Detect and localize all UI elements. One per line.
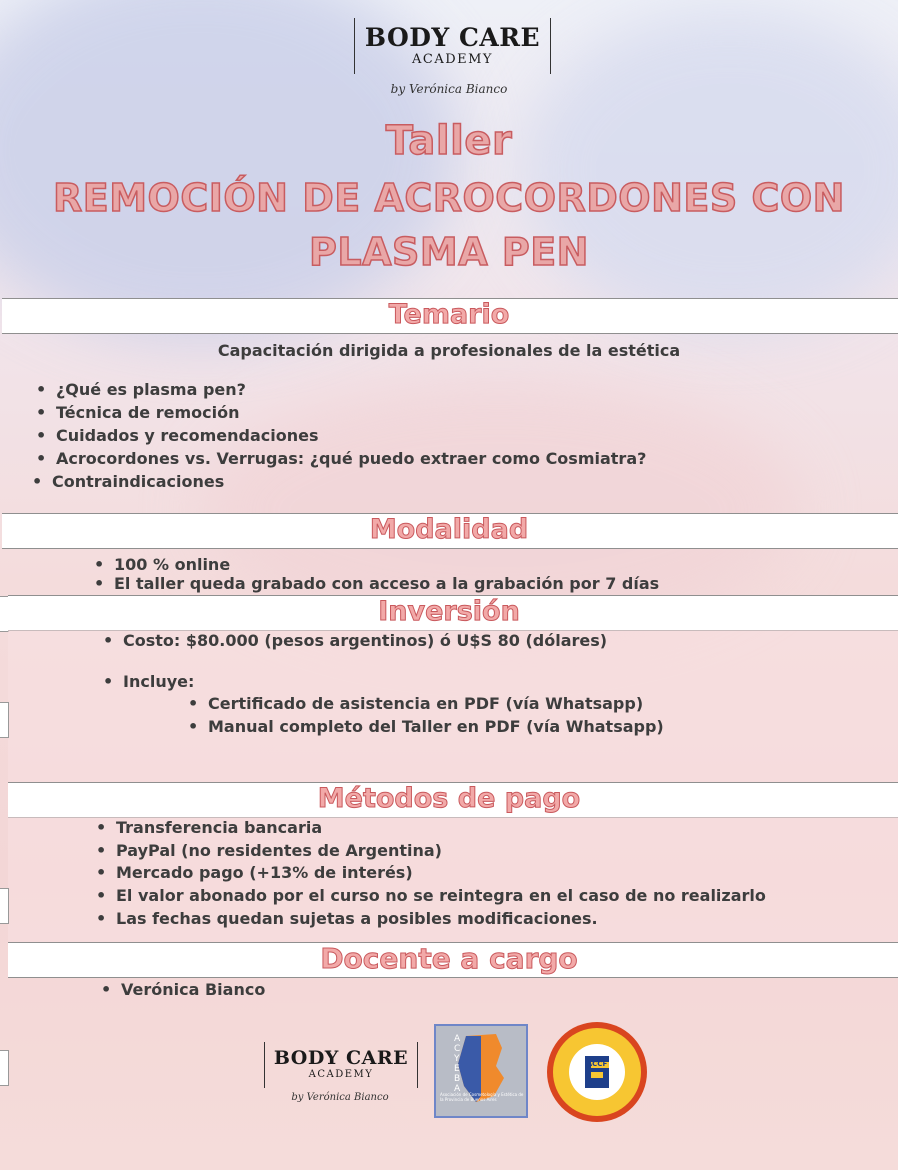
list-item: • Cuidados y recomendaciones — [56, 426, 646, 449]
list-item: • ¿Qué es plasma pen? — [56, 380, 646, 403]
acyeba-map-icon — [436, 1026, 526, 1116]
inversion-list — [123, 631, 607, 694]
acyeba-letters: ACYEBA — [454, 1034, 461, 1094]
argentine-federation-seal-icon — [545, 1020, 649, 1124]
list-item: • Incluye: — [123, 672, 607, 694]
temario-intro: Capacitación dirigida a profesionales de la estética — [217, 341, 681, 360]
heading-inversion: Inversión — [378, 596, 520, 627]
acyeba-logo-icon — [434, 1024, 528, 1118]
list-item: • El valor abonado por el curso no se reintegra en el caso de no realizarlo — [116, 886, 766, 909]
background-glove-shape-2 — [520, 10, 898, 330]
heading-docente: Docente a cargo — [320, 942, 578, 975]
title-taller: Taller — [385, 118, 513, 164]
side-marker — [0, 888, 9, 924]
modalidad-list — [114, 555, 659, 593]
list-item: • 100 % online — [114, 555, 659, 574]
seal-letters: ACCF — [586, 1060, 608, 1068]
docente-list — [121, 980, 265, 1002]
footer-logo-signature: by Verónica Bianco — [291, 1092, 389, 1103]
list-item: • Acrocordones vs. Verrugas: ¿qué puedo extraer como Cosmiatra? — [56, 449, 646, 472]
heading-modalidad: Modalidad — [369, 514, 529, 545]
header-logo-title: BODY CARE — [364, 23, 541, 52]
list-item: • Transferencia bancaria — [116, 818, 766, 841]
footer-logo-subtitle: ACADEMY — [308, 1069, 374, 1080]
metodos-list — [116, 818, 766, 932]
header-logo-signature: by Verónica Bianco — [390, 82, 508, 96]
list-item: • Contraindicaciones — [52, 472, 646, 495]
header-logo — [354, 18, 551, 74]
heading-temario: Temario — [388, 299, 510, 330]
acyeba-caption: Asociación de Cosmetología y Estética de la Provincia de Buenos Aires — [440, 1092, 524, 1102]
heading-metodos: Métodos de pago — [317, 783, 581, 814]
list-item: • PayPal (no residentes de Argentina) — [116, 841, 766, 863]
inversion-sub-list — [208, 694, 664, 740]
side-marker — [0, 1050, 9, 1086]
header-logo-subtitle: ACADEMY — [411, 52, 494, 67]
title-line-2: REMOCIÓN DE ACROCORDONES CON — [53, 176, 845, 220]
footer-logo-title: BODY CARE — [273, 1047, 409, 1069]
temario-list — [52, 380, 647, 495]
footer-logo — [264, 1042, 418, 1088]
list-item: • Manual completo del Taller en PDF (vía Whatsapp) — [208, 717, 664, 740]
side-marker — [0, 702, 9, 738]
list-item: • Certificado de asistencia en PDF (vía Whatsapp) — [208, 694, 664, 717]
list-item: • Las fechas quedan sujetas a posibles modificaciones. — [116, 909, 766, 932]
seal-graphic — [545, 1020, 649, 1124]
title-line-3: PLASMA PEN — [309, 230, 589, 274]
list-item: • Mercado pago (+13% de interés) — [116, 863, 766, 886]
list-item: • Verónica Bianco — [121, 980, 265, 1002]
list-item: • Costo: $80.000 (pesos argentinos) ó U$S 80 (dólares) — [123, 631, 607, 672]
list-item: • El taller queda grabado con acceso a la grabación por 7 días — [114, 574, 659, 593]
list-item: • Técnica de remoción — [56, 403, 646, 426]
